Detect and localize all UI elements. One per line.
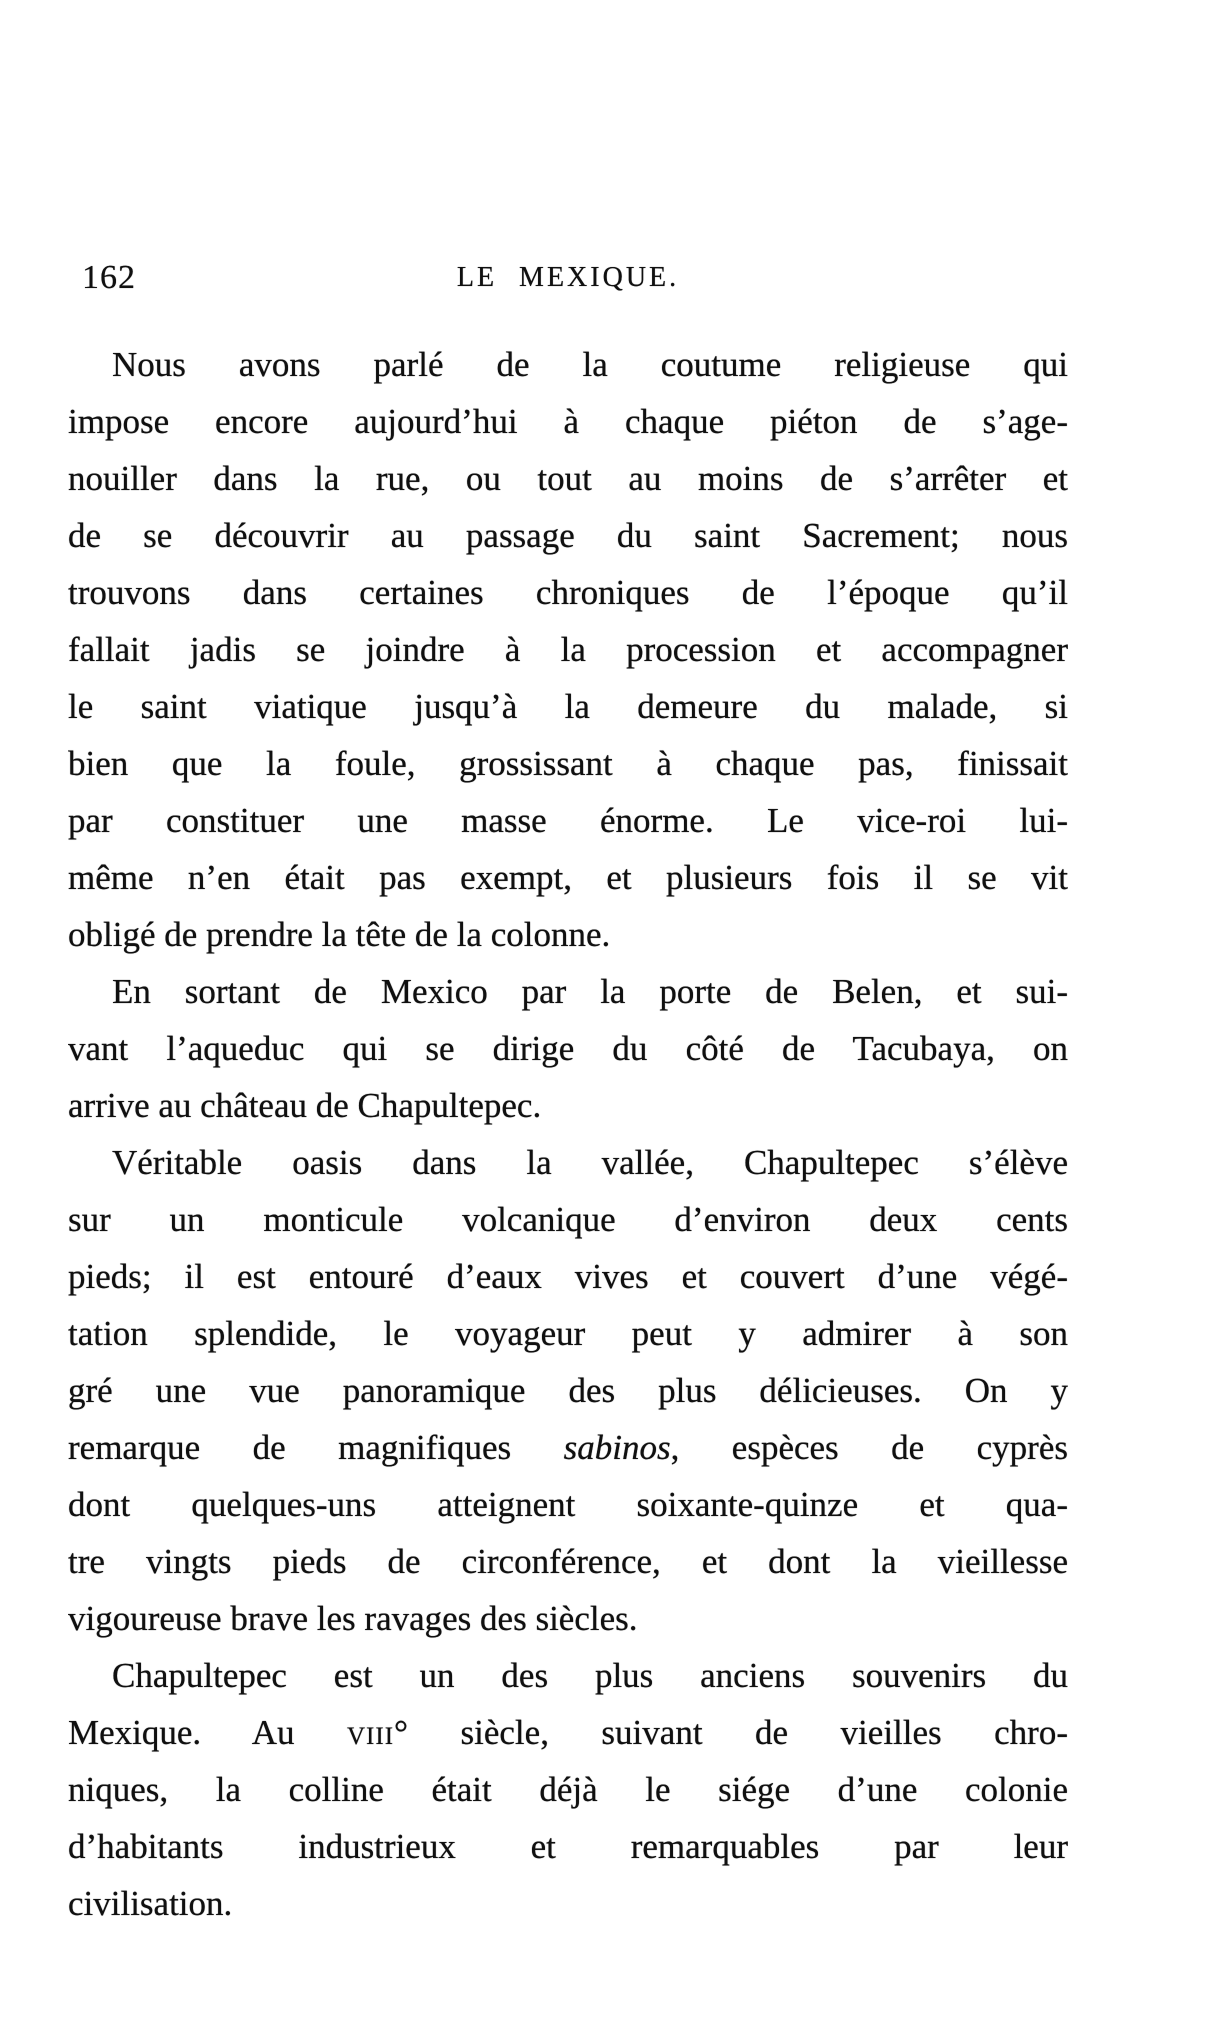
text-line: tre vingts pieds de circonférence, et dont la vieillesse <box>68 1542 1068 1581</box>
text-line: tation splendide, le voyageur peut y admirer à son <box>68 1314 1068 1353</box>
text-line: arrive au château de Chapultepec. <box>68 1086 542 1125</box>
text-line: nouiller dans la rue, ou tout au moins de s’arrêter et <box>68 459 1068 498</box>
text-line: même n’en était pas exempt, et plusieurs fois il se vit <box>68 858 1068 897</box>
text-line: d’habitants industrieux et remarquables par leur <box>68 1827 1068 1866</box>
text-line: Chapultepec est un des plus anciens souvenirs du <box>112 1656 1068 1695</box>
text-line: trouvons dans certaines chroniques de l’époque qu’il <box>68 573 1068 612</box>
text-line: En sortant de Mexico par la porte de Belen, et sui- <box>112 972 1068 1011</box>
text-line: par constituer une masse énorme. Le vice-roi lui- <box>68 801 1068 840</box>
text-line: Nous avons parlé de la coutume religieuse qui <box>112 345 1068 384</box>
text-line: gré une vue panoramique des plus délicieuses. On y <box>68 1371 1068 1410</box>
text-line: le saint viatique jusqu’à la demeure du malade, si <box>68 687 1068 726</box>
text-line: civilisation. <box>68 1884 233 1923</box>
text-segment: Mexique. Au <box>68 1713 347 1752</box>
text-line <box>68 1419 1068 1476</box>
text-line: pieds; il est entouré d’eaux vives et couvert d’une végé- <box>68 1257 1068 1296</box>
text-line: fallait jadis se joindre à la procession et accompagner <box>68 630 1068 669</box>
text-segment: ° siècle, suivant de vieilles chro- <box>394 1713 1068 1752</box>
text-line: sur un monticule volcanique d’environ deux cents <box>68 1200 1068 1239</box>
page-body <box>68 336 1068 1932</box>
italic-term: sabinos <box>563 1428 671 1467</box>
text-line: de se découvrir au passage du saint Sacrement; nous <box>68 516 1068 555</box>
roman-numeral: viii <box>347 1713 395 1752</box>
text-line: Véritable oasis dans la vallée, Chapultepec s’élève <box>112 1143 1068 1182</box>
page-header <box>68 258 1068 302</box>
text-line: bien que la foule, grossissant à chaque pas, finissait <box>68 744 1068 783</box>
page-number: 162 <box>82 259 136 296</box>
text-line <box>68 1704 1068 1761</box>
text-line: dont quelques-uns atteignent soixante-quinze et qua- <box>68 1485 1068 1524</box>
running-title: LE MEXIQUE. <box>456 262 680 293</box>
text-line: impose encore aujourd’hui à chaque piéton de s’age- <box>68 402 1068 441</box>
text-segment: , espèces de cyprès <box>670 1428 1068 1467</box>
text-line: vigoureuse brave les ravages des siècles. <box>68 1599 638 1638</box>
text-line: vant l’aqueduc qui se dirige du côté de Tacubaya, on <box>68 1029 1068 1068</box>
text-line: obligé de prendre la tête de la colonne. <box>68 915 611 954</box>
text-segment: remarque de magnifiques <box>68 1428 564 1467</box>
text-line: niques, la colline était déjà le siége d’une colonie <box>68 1770 1068 1809</box>
